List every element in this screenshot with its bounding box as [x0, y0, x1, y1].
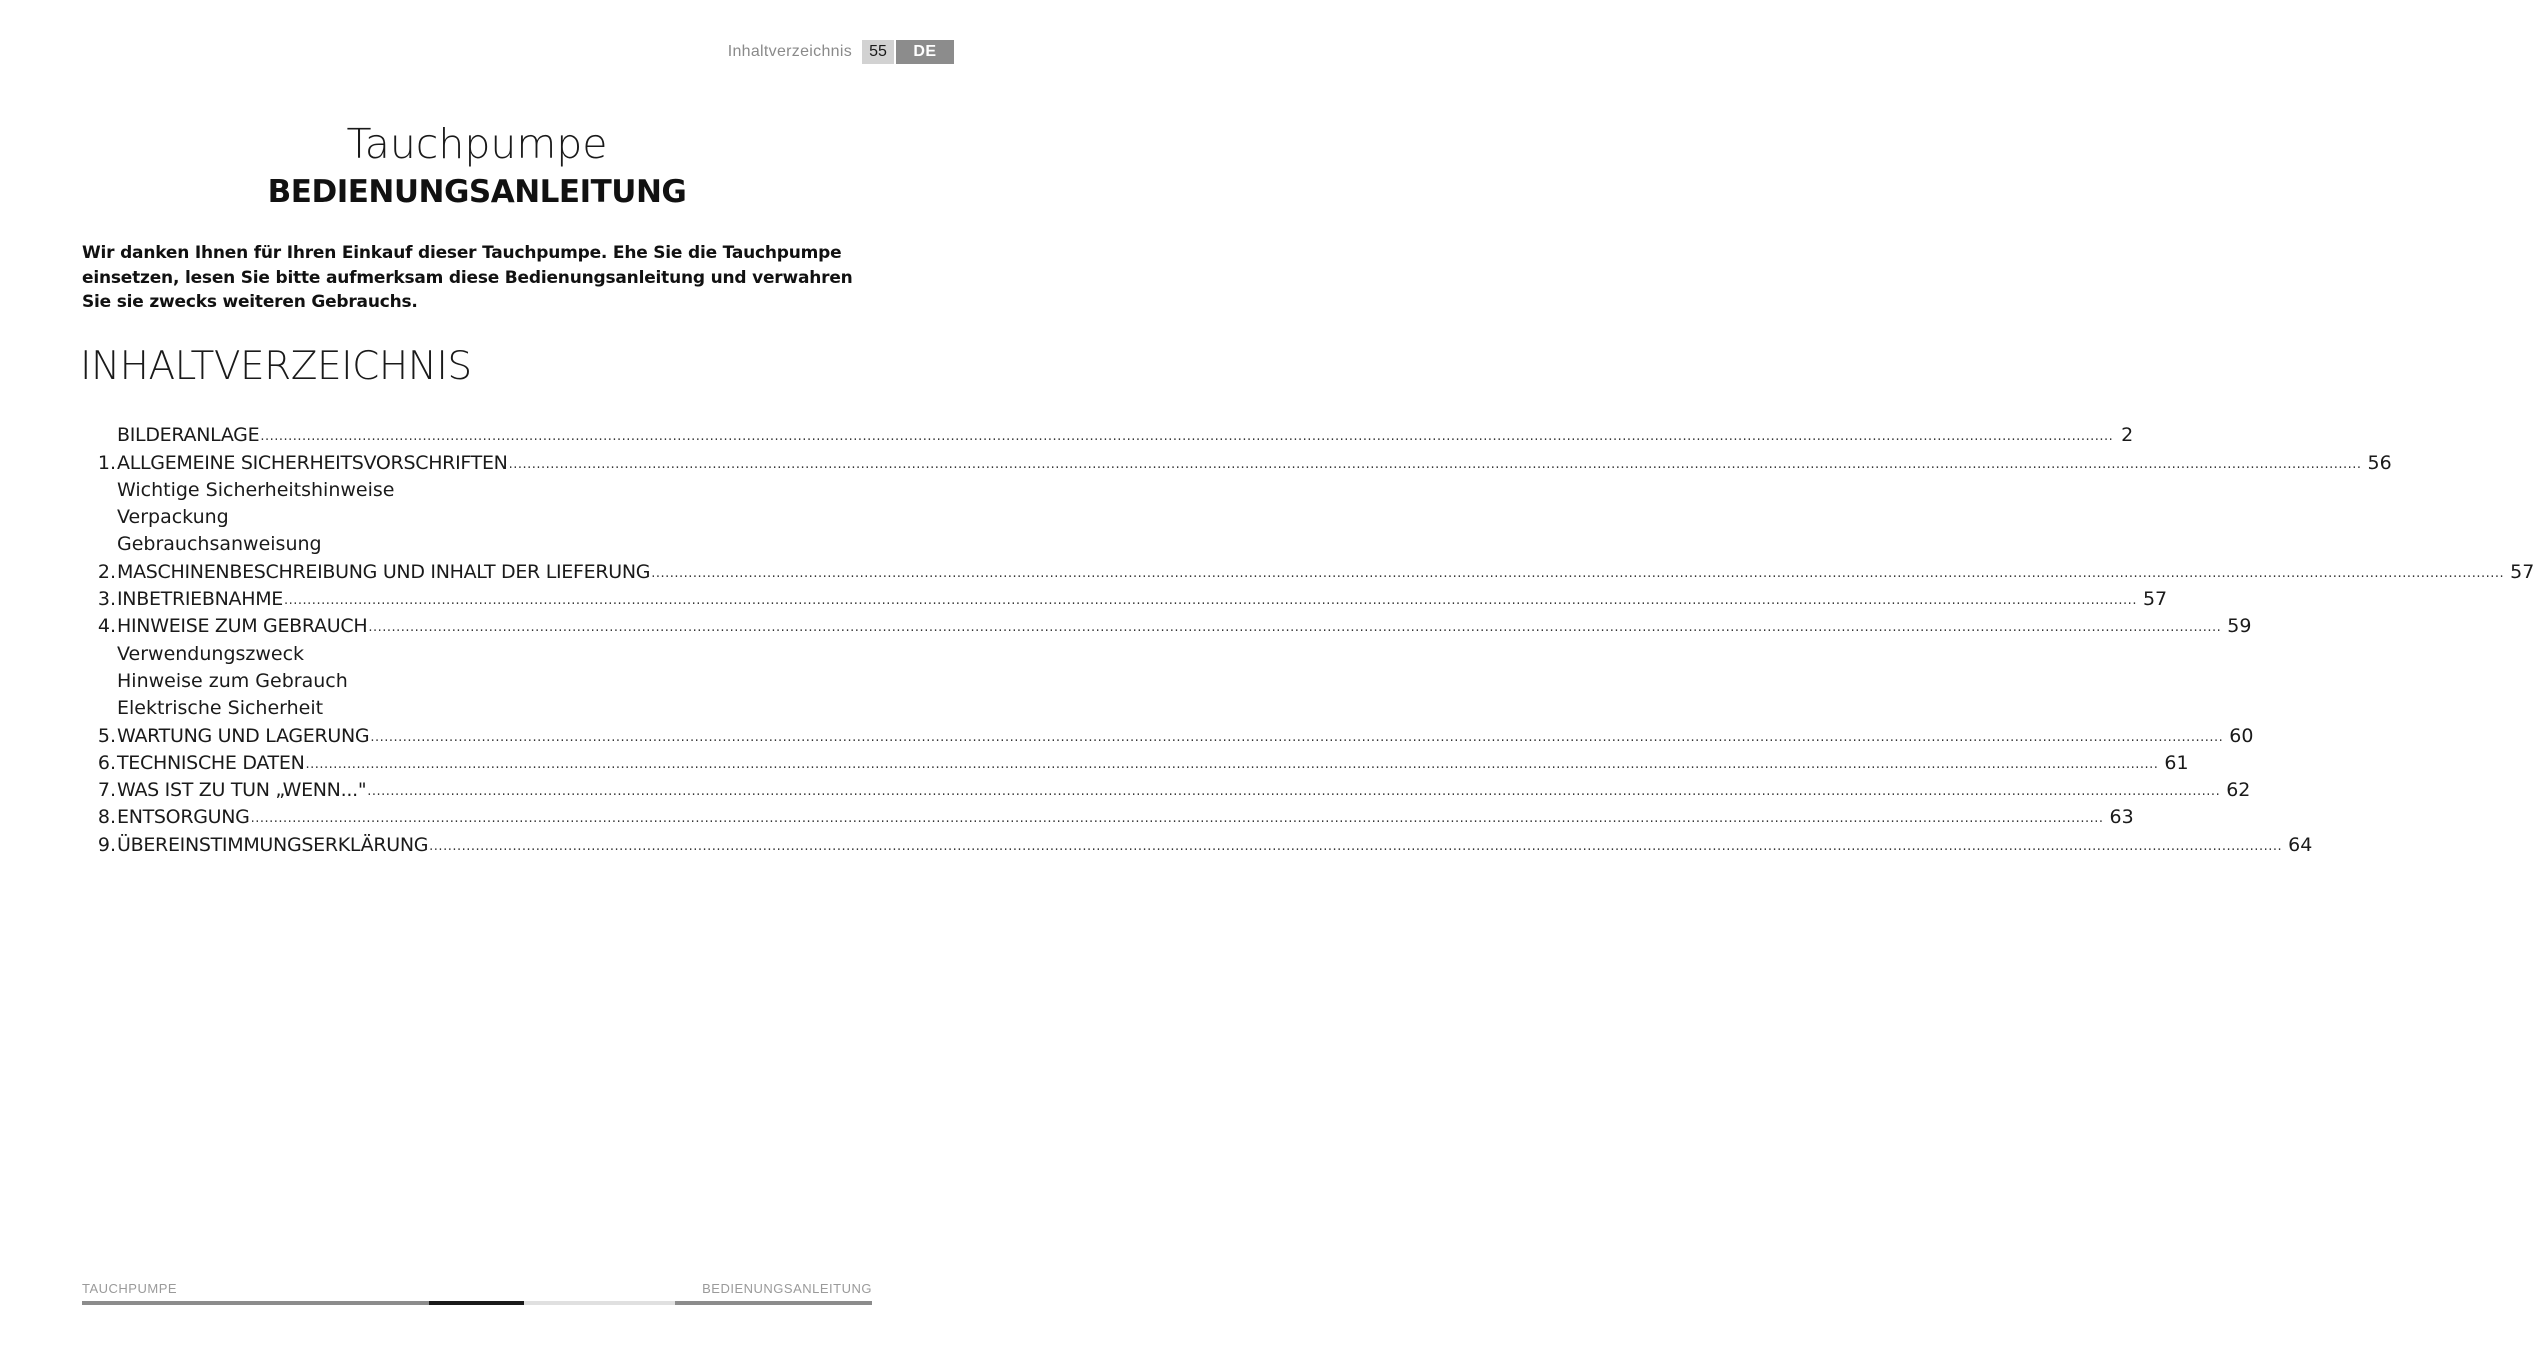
- footer-bar-segment: [675, 1301, 872, 1305]
- document-title: Tauchpumpe: [346, 120, 608, 168]
- toc-entry-page: 56: [2367, 451, 2392, 474]
- toc-entry-text: ENTSORGUNG: [117, 806, 250, 829]
- toc-entry: [80, 474, 872, 501]
- toc-entry-number: 9.: [97, 833, 116, 856]
- toc-entry-number: 4.: [97, 615, 116, 638]
- toc-entry-page: 62: [2226, 779, 2251, 802]
- toc-entry-page: 2: [2121, 424, 2134, 447]
- toc-entry-text: Elektrische Sicherheit: [117, 697, 324, 720]
- toc-entry-number: 7.: [97, 779, 116, 802]
- toc-entry-text: WARTUNG UND LAGERUNG: [117, 724, 370, 747]
- toc-entry-text: WAS IST ZU TUN „WENN...": [117, 779, 367, 802]
- toc-entry: [80, 828, 2313, 856]
- toc-entry-number: 1.: [97, 451, 116, 474]
- toc-dot-leader: ................................................................................................................................................................................................................................................................................................................................................................................................................: [370, 729, 2224, 745]
- header-section-title: Inhaltverzeichnis: [727, 43, 852, 60]
- toc-entry: [80, 774, 2251, 802]
- toc-entry: [80, 747, 2189, 774]
- toc-entry-number: 8.: [97, 806, 116, 829]
- toc-dot-leader: ................................................................................................................................................................................................................................................................................................................................................................................................................: [508, 456, 2362, 472]
- toc-entry: [80, 801, 2134, 829]
- footer-right-label: BEDIENUNGSANLEITUNG: [702, 1281, 872, 1296]
- toc-entry: [80, 719, 2254, 747]
- toc-entry: [80, 528, 872, 555]
- toc-entry-text: INBETRIEBNAHME: [117, 588, 284, 611]
- toc-entry: [80, 446, 2392, 474]
- toc-entry-page: 64: [2288, 833, 2313, 856]
- toc-entry-number: 2.: [97, 560, 116, 583]
- toc-entry-page: 61: [2164, 751, 2189, 774]
- toc-entry-text: TECHNISCHE DATEN: [117, 751, 305, 774]
- toc-entry-number: 3.: [97, 588, 116, 611]
- toc-entry-text: Wichtige Sicherheitshinweise: [117, 478, 395, 501]
- toc-entry: [80, 692, 872, 719]
- toc-entry: [80, 583, 2168, 611]
- toc-entry-text: Gebrauchsanweisung: [117, 533, 322, 556]
- toc-entry: [80, 665, 872, 692]
- toc-entry-number: 5.: [97, 724, 116, 747]
- toc-dot-leader: ................................................................................................................................................................................................................................................................................................................................................................................................................: [284, 593, 2137, 609]
- toc-entry: [80, 419, 2134, 447]
- footer-bar-segment: [82, 1301, 429, 1305]
- table-of-contents: [80, 419, 2534, 856]
- toc-dot-leader: ................................................................................................................................................................................................................................................................................................................................................................................................................: [305, 756, 2159, 772]
- toc-dot-leader: ................................................................................................................................................................................................................................................................................................................................................................................................................: [367, 784, 2221, 800]
- footer-bar-segment: [429, 1301, 524, 1305]
- header-page-number: 55: [862, 40, 894, 64]
- toc-entry: [80, 555, 2534, 583]
- toc-entry-text: HINWEISE ZUM GEBRAUCH: [117, 615, 368, 638]
- toc-dot-leader: ................................................................................................................................................................................................................................................................................................................................................................................................................: [368, 620, 2222, 636]
- toc-entry-text: BILDERANLAGE: [117, 424, 260, 447]
- toc-dot-leader: ................................................................................................................................................................................................................................................................................................................................................................................................................: [651, 565, 2505, 581]
- toc-entry-page: 57: [2510, 560, 2534, 583]
- toc-entry: [80, 637, 872, 664]
- toc-entry-text: ÜBEREINSTIMMUNGSERKLÄRUNG: [117, 833, 429, 856]
- toc-entry-page: 63: [2109, 806, 2134, 829]
- toc-dot-leader: ................................................................................................................................................................................................................................................................................................................................................................................................................: [260, 429, 2114, 445]
- document-subtitle: BEDIENUNGSANLEITUNG: [267, 174, 687, 210]
- toc-entry-page: 57: [2142, 588, 2168, 611]
- toc-entry: [80, 610, 2252, 638]
- footer-bar-segment: [524, 1301, 675, 1305]
- toc-entry-page: 59: [2227, 615, 2252, 638]
- toc-dot-leader: ................................................................................................................................................................................................................................................................................................................................................................................................................: [250, 811, 2104, 827]
- toc-entry-text: Verwendungszweck: [117, 642, 305, 665]
- header-language-badge: DE: [896, 40, 954, 64]
- toc-entry-text: MASCHINENBESCHREIBUNG UND INHALT DER LIEFERUNG: [117, 560, 651, 583]
- toc-heading: INHALTVERZEICHNIS: [80, 344, 472, 389]
- toc-entry-text: Verpackung: [117, 506, 229, 529]
- toc-entry-text: Hinweise zum Gebrauch: [117, 669, 348, 692]
- toc-entry-text: ALLGEMEINE SICHERHEITSVORSCHRIFTEN: [117, 451, 508, 474]
- footer-left-label: TAUCHPUMPE: [82, 1281, 178, 1296]
- page-header: [728, 40, 954, 64]
- intro-paragraph: Wir danken Ihnen für Ihren Einkauf dieser Tauchpumpe. Ehe Sie die Tauchpumpe einsetzen, lesen Sie bitte aufmerksam diese Bedienungsanleitung und verwahren Sie sie zwecks weiteren Gebrauchs.: [82, 243, 853, 312]
- toc-entry-number: 6.: [97, 751, 116, 774]
- footer-divider-bar: [82, 1301, 872, 1305]
- toc-entry-page: 60: [2229, 724, 2254, 747]
- toc-entry: [80, 501, 872, 528]
- toc-dot-leader: ................................................................................................................................................................................................................................................................................................................................................................................................................: [429, 838, 2283, 854]
